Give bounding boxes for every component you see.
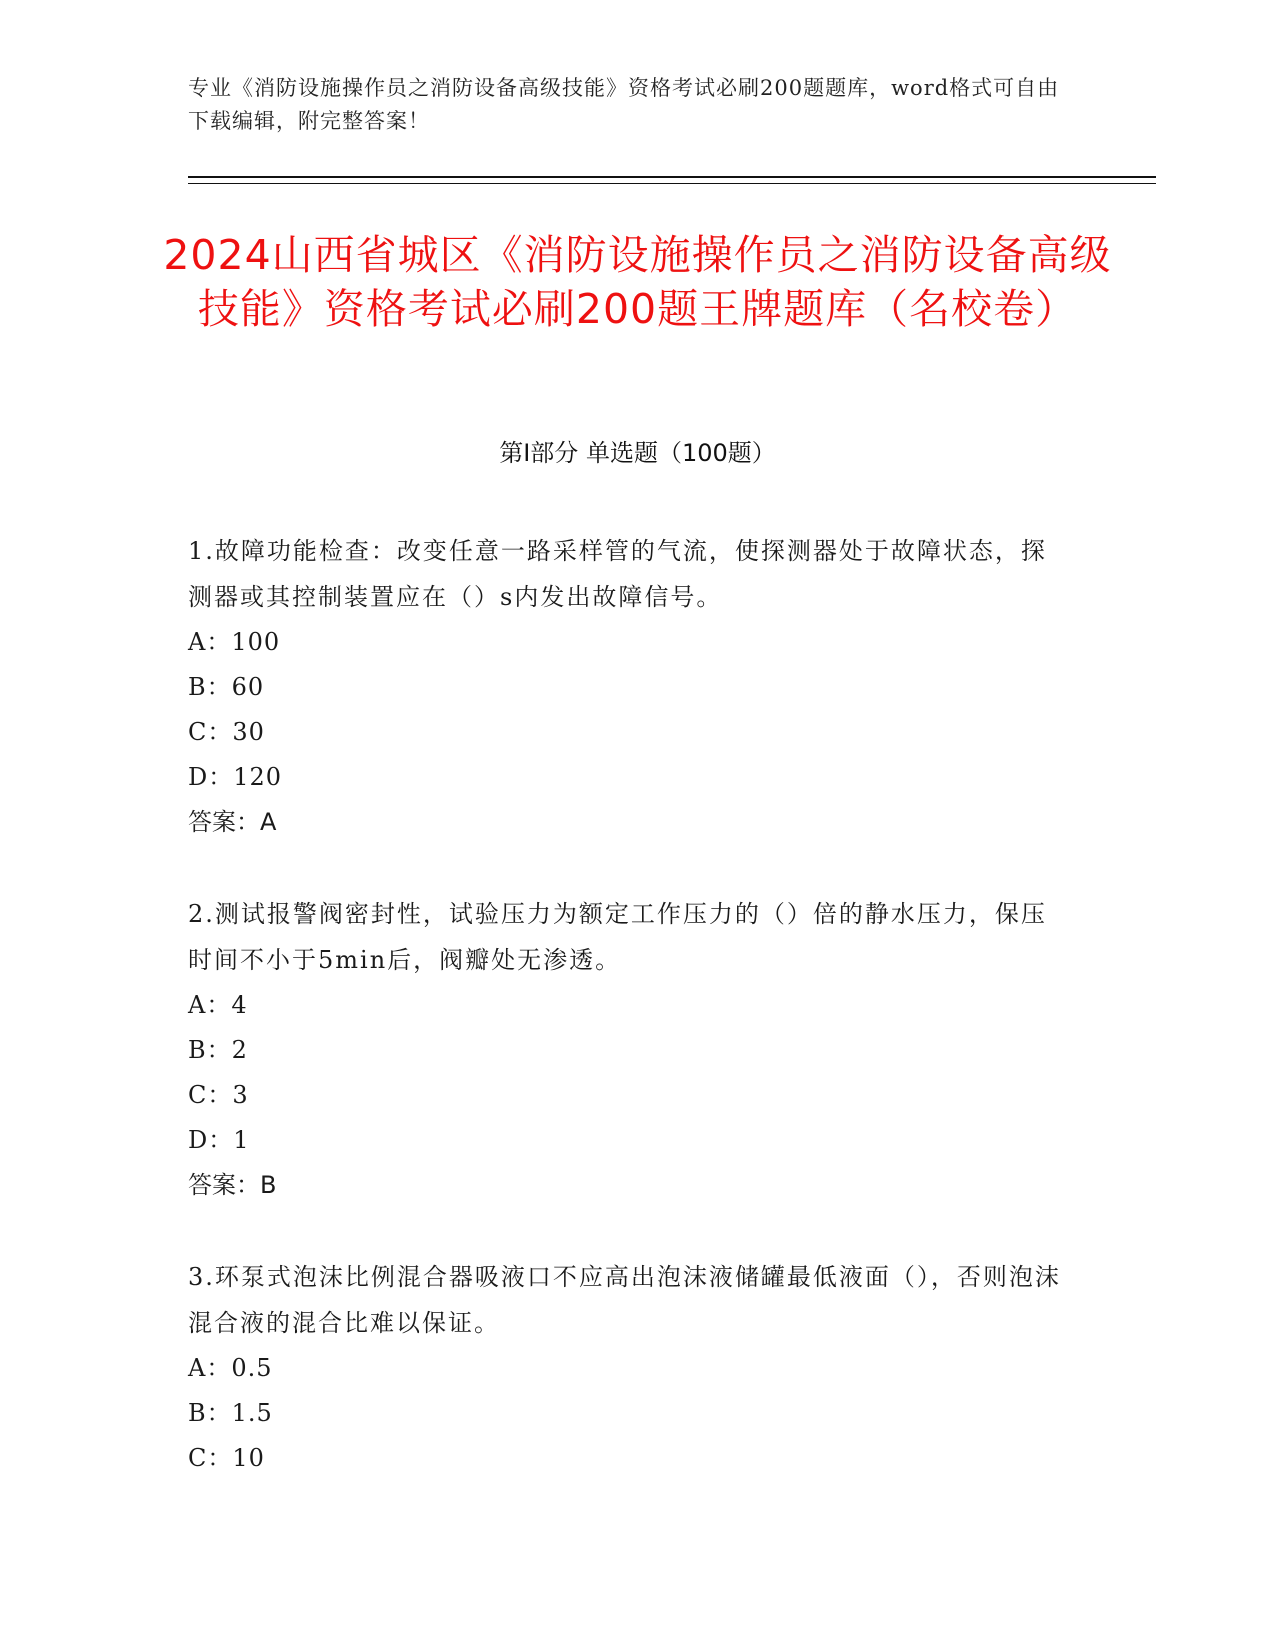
option-a: A：0.5 — [188, 1354, 273, 1382]
question-1 — [188, 528, 1068, 844]
answer: 答案：B — [188, 1171, 277, 1199]
header-divider-thin — [188, 183, 1156, 184]
question-2 — [188, 891, 1068, 1207]
question-3 — [188, 1254, 1068, 1481]
option-d: D：1 — [188, 1126, 250, 1154]
question-text: 3.环泵式泡沫比例混合器吸液口不应高出泡沫液储罐最低液面（），否则泡沫混合液的混合比难以保证。 — [188, 1263, 1061, 1337]
header-note: 专业《消防设施操作员之消防设备高级技能》资格考试必刷200题题库，word格式可自由下载编辑，附完整答案！ — [188, 76, 1060, 133]
option-c: C：30 — [188, 718, 265, 746]
question-list — [188, 528, 1068, 1528]
header-divider — [188, 176, 1156, 178]
option-d: D：120 — [188, 763, 283, 791]
option-a: A：100 — [188, 628, 281, 656]
answer: 答案：A — [188, 808, 277, 836]
option-b: B：2 — [188, 1036, 248, 1064]
option-list — [188, 983, 1068, 1163]
document-title: 2024山西省城区《消防设施操作员之消防设备高级技能》资格考试必刷200题王牌题库（名校卷） — [163, 231, 1112, 333]
option-c: C：10 — [188, 1444, 265, 1472]
option-b: B：1.5 — [188, 1399, 273, 1427]
section-title: 第I部分 单选题（100题） — [499, 439, 776, 467]
question-text: 1.故障功能检查：改变任意一路采样管的气流，使探测器处于故障状态，探测器或其控制装置应在（）s内发出故障信号。 — [188, 537, 1047, 611]
option-list — [188, 620, 1068, 800]
option-a: A：4 — [188, 991, 248, 1019]
question-text: 2.测试报警阀密封性，试验压力为额定工作压力的（）倍的静水压力，保压时间不小于5min后，阀瓣处无渗透。 — [188, 900, 1047, 974]
option-list — [188, 1346, 1068, 1481]
option-c: C：3 — [188, 1081, 249, 1109]
option-b: B：60 — [188, 673, 265, 701]
